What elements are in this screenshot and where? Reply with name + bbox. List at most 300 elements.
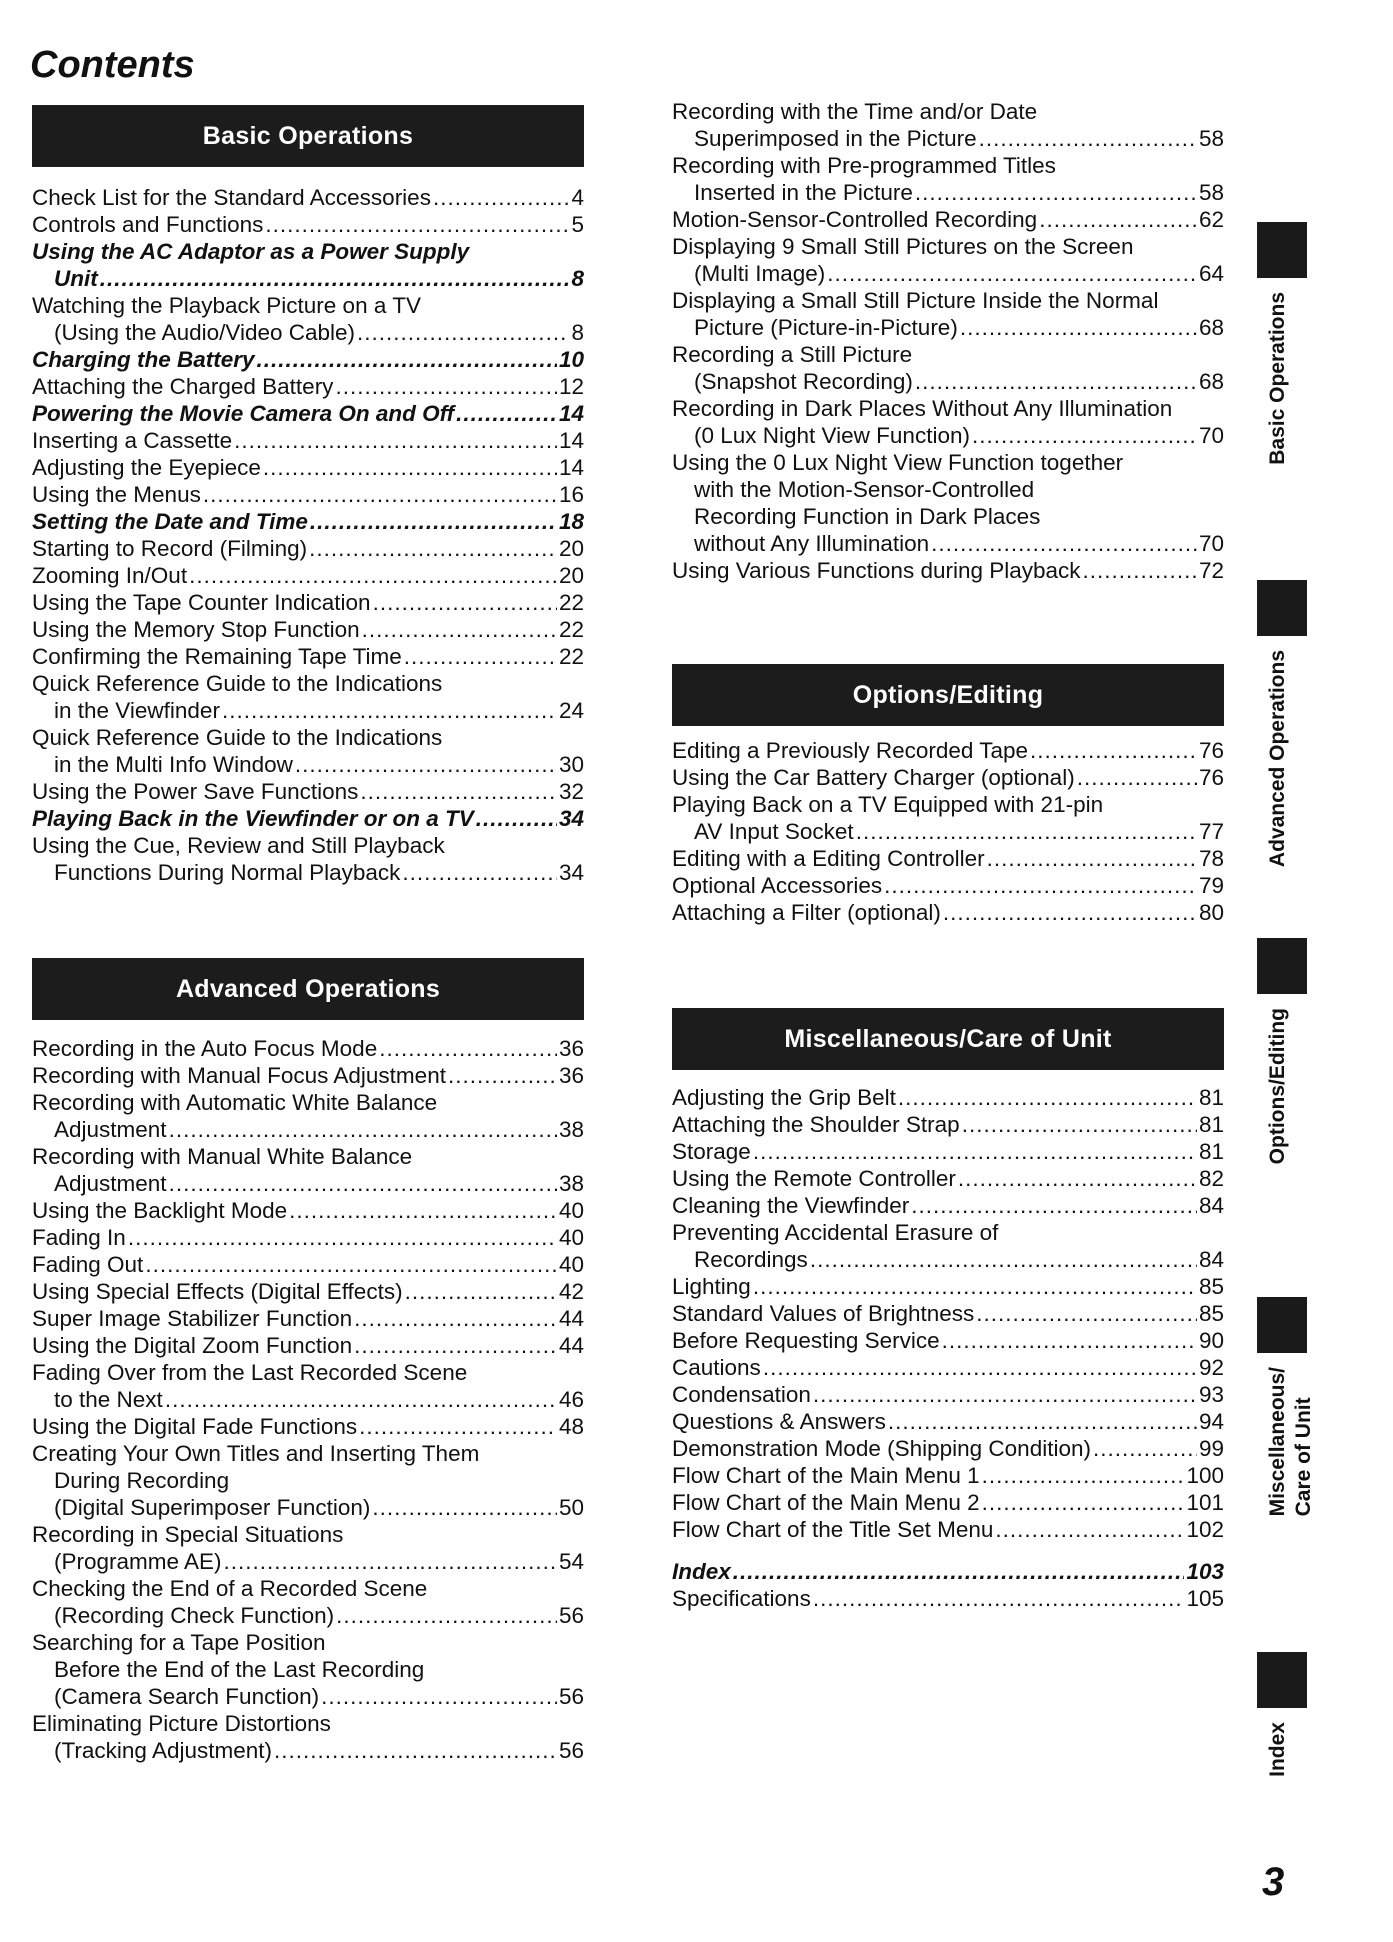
dot-leader bbox=[995, 1516, 1184, 1543]
side-tab-label: Index bbox=[1266, 1722, 1289, 1777]
toc-entry-row bbox=[32, 1197, 584, 1224]
dot-leader bbox=[234, 427, 557, 454]
toc-entry-row bbox=[32, 1224, 584, 1251]
toc-entry[interactable] bbox=[672, 1408, 1224, 1435]
dot-leader bbox=[827, 260, 1197, 287]
toc-entry-row bbox=[672, 1354, 1224, 1381]
toc-entry-title: Attaching a Filter (optional) bbox=[672, 900, 941, 925]
toc-entry-title: Adjustment bbox=[54, 1171, 167, 1196]
tab-marker bbox=[1257, 1652, 1307, 1708]
tab-marker bbox=[1257, 1297, 1307, 1353]
toc-entry[interactable] bbox=[32, 211, 584, 238]
toc-entry-title: Fading Over from the Last Recorded Scene bbox=[32, 1360, 468, 1385]
toc-entry[interactable] bbox=[672, 1558, 1224, 1585]
toc-entry-row bbox=[32, 1683, 584, 1710]
toc-entry-row bbox=[32, 373, 584, 400]
toc-entry[interactable] bbox=[672, 449, 1224, 557]
toc-entry[interactable] bbox=[672, 1381, 1224, 1408]
toc-entry[interactable] bbox=[32, 643, 584, 670]
dot-leader bbox=[1030, 737, 1197, 764]
toc-entry-page: 5 bbox=[571, 212, 584, 237]
options-editing-heading: Options/Editing bbox=[672, 664, 1224, 726]
toc-entry-title: AV Input Socket bbox=[694, 819, 854, 844]
side-tab-misc[interactable] bbox=[1255, 1297, 1341, 1516]
toc-entry-page: 92 bbox=[1198, 1355, 1224, 1380]
toc-entry-row bbox=[672, 1300, 1224, 1327]
toc-entry-title: Using the Car Battery Charger (optional) bbox=[672, 765, 1075, 790]
toc-entry-row bbox=[672, 1273, 1224, 1300]
toc-entry-title: Using the Digital Zoom Function bbox=[32, 1333, 353, 1358]
side-tab-label: Advanced Operations bbox=[1266, 650, 1289, 868]
toc-entry-continuation: Recording Function in Dark Places bbox=[694, 504, 1041, 529]
advanced-operations-heading: Advanced Operations bbox=[32, 958, 584, 1020]
toc-entry-title: Checking the End of a Recorded Scene bbox=[32, 1576, 428, 1601]
dot-leader bbox=[942, 1327, 1197, 1354]
toc-entry[interactable] bbox=[672, 206, 1224, 233]
toc-entry-title: Eliminating Picture Distortions bbox=[32, 1711, 331, 1736]
toc-entry[interactable] bbox=[32, 805, 584, 832]
toc-entry-title: Superimposed in the Picture bbox=[694, 126, 977, 151]
dot-leader bbox=[915, 179, 1197, 206]
toc-entry-title: (Multi Image) bbox=[694, 261, 826, 286]
toc-list bbox=[672, 737, 1224, 926]
toc-entry-page: 84 bbox=[1198, 1247, 1224, 1272]
toc-entry[interactable] bbox=[672, 872, 1224, 899]
toc-entry-page: 85 bbox=[1198, 1274, 1224, 1299]
toc-entry-title: Flow Chart of the Title Set Menu bbox=[672, 1517, 994, 1542]
toc-entry[interactable] bbox=[672, 1165, 1224, 1192]
toc-entry-continuation: During Recording bbox=[54, 1468, 230, 1493]
toc-entry-page: 58 bbox=[1198, 180, 1224, 205]
toc-entry-title: Condensation bbox=[672, 1382, 811, 1407]
toc-entry[interactable] bbox=[32, 1035, 584, 1062]
toc-entry-row bbox=[672, 872, 1224, 899]
dot-leader bbox=[448, 1062, 557, 1089]
toc-entry-title: Recording with Manual Focus Adjustment bbox=[32, 1063, 446, 1088]
toc-entry-page: 20 bbox=[558, 563, 584, 588]
toc-entry[interactable] bbox=[32, 589, 584, 616]
toc-entry-page: 14 bbox=[558, 401, 584, 426]
toc-entry-row bbox=[672, 737, 1224, 764]
tab-marker bbox=[1257, 938, 1307, 994]
toc-entry[interactable] bbox=[672, 395, 1224, 449]
dot-leader bbox=[145, 1251, 557, 1278]
toc-entry-page: 40 bbox=[558, 1252, 584, 1277]
toc-entry[interactable] bbox=[32, 616, 584, 643]
dot-leader bbox=[265, 211, 569, 238]
dot-leader bbox=[1093, 1435, 1197, 1462]
dot-leader bbox=[456, 400, 557, 427]
toc-entry-title: Using the Menus bbox=[32, 482, 201, 507]
toc-entry-row bbox=[32, 1386, 584, 1413]
toc-entry[interactable] bbox=[672, 1435, 1224, 1462]
toc-entry-page: 38 bbox=[558, 1117, 584, 1142]
toc-entry-page: 56 bbox=[558, 1603, 584, 1628]
dot-leader bbox=[274, 1737, 557, 1764]
toc-entry-page: 101 bbox=[1186, 1490, 1224, 1515]
dot-leader bbox=[982, 1462, 1185, 1489]
toc-entry[interactable] bbox=[672, 764, 1224, 791]
toc-entry-page: 16 bbox=[558, 482, 584, 507]
toc-entry-row bbox=[672, 1408, 1224, 1435]
toc-entry-row bbox=[32, 1035, 584, 1062]
dot-leader bbox=[128, 1224, 557, 1251]
toc-entry-page: 70 bbox=[1198, 423, 1224, 448]
dot-leader bbox=[911, 1192, 1197, 1219]
basic-operations-continued bbox=[672, 98, 1224, 584]
toc-entry[interactable] bbox=[32, 1062, 584, 1089]
toc-entry[interactable] bbox=[672, 152, 1224, 206]
toc-entry-row bbox=[672, 314, 1224, 341]
toc-entry[interactable] bbox=[32, 724, 584, 778]
toc-entry-page: 42 bbox=[558, 1279, 584, 1304]
dot-leader bbox=[972, 422, 1197, 449]
toc-entry-page: 68 bbox=[1198, 315, 1224, 340]
toc-entry[interactable] bbox=[672, 1219, 1224, 1273]
toc-entry[interactable] bbox=[672, 233, 1224, 287]
toc-entry[interactable] bbox=[32, 427, 584, 454]
toc-entry[interactable] bbox=[32, 1251, 584, 1278]
dot-leader bbox=[335, 373, 557, 400]
toc-entry[interactable] bbox=[672, 1084, 1224, 1111]
toc-entry-row bbox=[672, 422, 1224, 449]
dot-leader bbox=[169, 1116, 557, 1143]
toc-entry-row bbox=[32, 616, 584, 643]
dot-leader bbox=[310, 508, 557, 535]
index-section bbox=[672, 1558, 1224, 1612]
toc-entry-row bbox=[32, 1170, 584, 1197]
toc-entry[interactable] bbox=[32, 1143, 584, 1197]
toc-entry-page: 8 bbox=[571, 320, 584, 345]
toc-entry-title: Playing Back on a TV Equipped with 21-pin bbox=[672, 792, 1104, 817]
toc-entry-page: 54 bbox=[558, 1549, 584, 1574]
toc-entry[interactable] bbox=[672, 98, 1224, 152]
toc-list bbox=[32, 184, 584, 886]
toc-entry-row bbox=[32, 1332, 584, 1359]
toc-entry-page: 40 bbox=[558, 1225, 584, 1250]
toc-entry[interactable] bbox=[32, 1575, 584, 1629]
dot-leader bbox=[856, 818, 1197, 845]
toc-entry-title: (Camera Search Function) bbox=[54, 1684, 320, 1709]
dot-leader bbox=[321, 1683, 557, 1710]
toc-entry-row bbox=[32, 427, 584, 454]
toc-entry-row bbox=[32, 778, 584, 805]
dot-leader bbox=[733, 1558, 1185, 1585]
toc-entry-row bbox=[32, 751, 584, 778]
toc-entry-title: (0 Lux Night View Function) bbox=[694, 423, 970, 448]
toc-entry[interactable] bbox=[32, 670, 584, 724]
toc-entry-title: Using the 0 Lux Night View Function together bbox=[672, 450, 1124, 475]
toc-entry-page: 76 bbox=[1198, 738, 1224, 763]
dot-leader bbox=[763, 1354, 1197, 1381]
toc-entry-title: (Tracking Adjustment) bbox=[54, 1738, 272, 1763]
misc-care-heading: Miscellaneous/Care of Unit bbox=[672, 1008, 1224, 1070]
toc-entry-row bbox=[672, 1111, 1224, 1138]
dot-leader bbox=[165, 1386, 557, 1413]
toc-entry[interactable] bbox=[32, 292, 584, 346]
dot-leader bbox=[404, 643, 557, 670]
toc-entry-title: Functions During Normal Playback bbox=[54, 860, 401, 885]
toc-entry-title: Adjusting the Eyepiece bbox=[32, 455, 261, 480]
dot-leader bbox=[476, 805, 557, 832]
toc-entry-page: 20 bbox=[558, 536, 584, 561]
toc-entry-title: Recording in Special Situations bbox=[32, 1522, 344, 1547]
basic-operations-section bbox=[32, 105, 584, 886]
toc-entry-page: 14 bbox=[558, 428, 584, 453]
toc-entry-page: 82 bbox=[1198, 1166, 1224, 1191]
toc-entry[interactable] bbox=[32, 778, 584, 805]
toc-entry-title: Quick Reference Guide to the Indications bbox=[32, 671, 443, 696]
toc-entry[interactable] bbox=[32, 1710, 584, 1764]
toc-entry[interactable] bbox=[32, 1089, 584, 1143]
toc-entry-page: 22 bbox=[558, 644, 584, 669]
toc-entry-page: 4 bbox=[571, 185, 584, 210]
toc-entry-title: Check List for the Standard Accessories bbox=[32, 185, 431, 210]
toc-entry-row bbox=[32, 1062, 584, 1089]
toc-entry-page: 84 bbox=[1198, 1193, 1224, 1218]
toc-entry-page: 64 bbox=[1198, 261, 1224, 286]
dot-leader bbox=[224, 1548, 557, 1575]
toc-entry-page: 70 bbox=[1198, 531, 1224, 556]
toc-entry-row bbox=[672, 530, 1224, 557]
toc-entry-page: 81 bbox=[1198, 1085, 1224, 1110]
dot-leader bbox=[813, 1585, 1185, 1612]
toc-entry-page: 36 bbox=[558, 1063, 584, 1088]
toc-entry-title: Preventing Accidental Erasure of bbox=[672, 1220, 999, 1245]
toc-entry-page: 79 bbox=[1198, 873, 1224, 898]
toc-entry-title: to the Next bbox=[54, 1387, 163, 1412]
toc-entry-row bbox=[672, 1558, 1224, 1585]
toc-entry-row bbox=[32, 1548, 584, 1575]
toc-entry-title: (Digital Superimposer Function) bbox=[54, 1495, 371, 1520]
dot-leader bbox=[357, 319, 569, 346]
toc-entry[interactable] bbox=[672, 287, 1224, 341]
toc-entry[interactable] bbox=[672, 1585, 1224, 1612]
toc-entry[interactable] bbox=[32, 1629, 584, 1710]
toc-entry-title: Using the Tape Counter Indication bbox=[32, 590, 371, 615]
dot-leader bbox=[960, 314, 1197, 341]
toc-list bbox=[32, 1035, 584, 1764]
toc-entry-title: Using the Power Save Functions bbox=[32, 779, 359, 804]
toc-entry[interactable] bbox=[32, 373, 584, 400]
side-tab-options[interactable] bbox=[1255, 938, 1341, 1164]
toc-entry-row bbox=[32, 481, 584, 508]
toc-entry-title: Demonstration Mode (Shipping Condition) bbox=[672, 1436, 1091, 1461]
toc-entry[interactable] bbox=[672, 1273, 1224, 1300]
toc-entry-page: 99 bbox=[1198, 1436, 1224, 1461]
toc-entry[interactable] bbox=[32, 535, 584, 562]
side-tab-index[interactable] bbox=[1255, 1652, 1341, 1777]
toc-entry-page: 38 bbox=[558, 1171, 584, 1196]
toc-entry[interactable] bbox=[32, 184, 584, 211]
toc-entry-row bbox=[672, 1462, 1224, 1489]
toc-entry[interactable] bbox=[32, 454, 584, 481]
toc-entry[interactable] bbox=[32, 1224, 584, 1251]
dot-leader bbox=[336, 1602, 557, 1629]
toc-entry-row bbox=[32, 346, 584, 373]
toc-entry-title: Confirming the Remaining Tape Time bbox=[32, 644, 402, 669]
toc-entry-row bbox=[32, 508, 584, 535]
toc-entry-page: 81 bbox=[1198, 1139, 1224, 1164]
toc-entry-title: Displaying a Small Still Picture Inside the Normal bbox=[672, 288, 1159, 313]
dot-leader bbox=[222, 697, 557, 724]
toc-entry[interactable] bbox=[32, 832, 584, 886]
dot-leader bbox=[405, 1278, 557, 1305]
toc-entry-row bbox=[32, 400, 584, 427]
toc-entry-title: Using Special Effects (Digital Effects) bbox=[32, 1279, 403, 1304]
toc-entry-page: 90 bbox=[1198, 1328, 1224, 1353]
toc-entry-page: 22 bbox=[558, 617, 584, 642]
toc-entry[interactable] bbox=[32, 1305, 584, 1332]
toc-entry[interactable] bbox=[672, 1111, 1224, 1138]
toc-entry-page: 103 bbox=[1186, 1559, 1224, 1584]
toc-entry-title: Flow Chart of the Main Menu 1 bbox=[672, 1463, 980, 1488]
toc-entry[interactable] bbox=[672, 1516, 1224, 1543]
toc-entry[interactable] bbox=[672, 1138, 1224, 1165]
toc-entry-title: Standard Values of Brightness bbox=[672, 1301, 975, 1326]
toc-entry-row bbox=[672, 764, 1224, 791]
toc-entry-title: Adjustment bbox=[54, 1117, 167, 1142]
toc-entry-page: 85 bbox=[1198, 1301, 1224, 1326]
dot-leader bbox=[379, 1035, 557, 1062]
toc-entry[interactable] bbox=[32, 1197, 584, 1224]
toc-entry[interactable] bbox=[32, 481, 584, 508]
toc-entry[interactable] bbox=[672, 341, 1224, 395]
toc-entry-title: Fading Out bbox=[32, 1252, 144, 1277]
toc-entry-title: Specifications bbox=[672, 1586, 811, 1611]
toc-entry-title: Inserting a Cassette bbox=[32, 428, 233, 453]
toc-entry-title: Flow Chart of the Main Menu 2 bbox=[672, 1490, 980, 1515]
toc-entry-title: Controls and Functions bbox=[32, 212, 264, 237]
dot-leader bbox=[898, 1084, 1197, 1111]
toc-entry-continuation: with the Motion-Sensor-Controlled bbox=[694, 477, 1035, 502]
page-title: Contents bbox=[30, 44, 195, 86]
toc-entry-title: Editing a Previously Recorded Tape bbox=[672, 738, 1029, 763]
dot-leader bbox=[979, 125, 1197, 152]
toc-entry-title: Zooming In/Out bbox=[32, 563, 188, 588]
toc-entry[interactable] bbox=[672, 1327, 1224, 1354]
toc-entry-page: 12 bbox=[558, 374, 584, 399]
toc-entry[interactable] bbox=[672, 1300, 1224, 1327]
dot-leader bbox=[943, 899, 1197, 926]
toc-entry-page: 22 bbox=[558, 590, 584, 615]
toc-entry-row bbox=[32, 1251, 584, 1278]
toc-entry-title: Setting the Date and Time bbox=[32, 509, 308, 534]
toc-entry-title: (Using the Audio/Video Cable) bbox=[54, 320, 356, 345]
basic-operations-heading: Basic Operations bbox=[32, 105, 584, 167]
toc-entry-page: 10 bbox=[558, 347, 584, 372]
toc-entry[interactable] bbox=[672, 1462, 1224, 1489]
toc-entry[interactable] bbox=[32, 1440, 584, 1521]
side-tab-advanced[interactable] bbox=[1255, 580, 1341, 867]
side-tab-label: Miscellaneous/ Care of Unit bbox=[1266, 1367, 1315, 1517]
toc-entry[interactable] bbox=[672, 1489, 1224, 1516]
toc-entry[interactable] bbox=[672, 791, 1224, 845]
toc-entry[interactable] bbox=[672, 1192, 1224, 1219]
toc-entry-title: Using Various Functions during Playback bbox=[672, 558, 1081, 583]
toc-entry-title: Storage bbox=[672, 1139, 751, 1164]
dot-leader bbox=[1077, 764, 1197, 791]
toc-entry-title: Optional Accessories bbox=[672, 873, 883, 898]
toc-entry-title: Index bbox=[672, 1559, 731, 1584]
dot-leader bbox=[309, 535, 557, 562]
toc-entry-page: 56 bbox=[558, 1684, 584, 1709]
side-tab-basic[interactable] bbox=[1255, 222, 1341, 465]
toc-entry-row bbox=[32, 1413, 584, 1440]
toc-entry[interactable] bbox=[32, 1521, 584, 1575]
toc-entry-page: 68 bbox=[1198, 369, 1224, 394]
toc-entry-title: Recording in Dark Places Without Any Illumination bbox=[672, 396, 1173, 421]
toc-entry[interactable] bbox=[32, 1359, 584, 1413]
toc-entry-row bbox=[672, 1489, 1224, 1516]
toc-entry-row bbox=[32, 1737, 584, 1764]
toc-entry-row bbox=[32, 211, 584, 238]
toc-entry[interactable] bbox=[32, 562, 584, 589]
toc-entry[interactable] bbox=[32, 508, 584, 535]
toc-entry-row bbox=[32, 1602, 584, 1629]
toc-entry-page: 14 bbox=[558, 455, 584, 480]
toc-entry-row bbox=[672, 206, 1224, 233]
toc-entry-page: 34 bbox=[558, 860, 584, 885]
toc-entry[interactable] bbox=[32, 1332, 584, 1359]
toc-entry[interactable] bbox=[672, 845, 1224, 872]
tab-marker bbox=[1257, 222, 1307, 278]
toc-entry-row bbox=[32, 643, 584, 670]
toc-entry[interactable] bbox=[672, 899, 1224, 926]
toc-entry-row bbox=[672, 1192, 1224, 1219]
toc-entry[interactable] bbox=[32, 1278, 584, 1305]
toc-entry[interactable] bbox=[32, 1413, 584, 1440]
toc-entry-page: 76 bbox=[1198, 765, 1224, 790]
toc-entry[interactable] bbox=[32, 346, 584, 373]
toc-entry-title: Using the AC Adaptor as a Power Supply bbox=[32, 239, 470, 264]
dot-leader bbox=[1039, 206, 1197, 233]
toc-entry-page: 62 bbox=[1198, 207, 1224, 232]
toc-entry-title: Before Requesting Service bbox=[672, 1328, 940, 1353]
toc-entry[interactable] bbox=[672, 557, 1224, 584]
toc-entry-row bbox=[672, 1435, 1224, 1462]
toc-entry-title: in the Multi Info Window bbox=[54, 752, 293, 777]
toc-entry[interactable] bbox=[672, 737, 1224, 764]
toc-entry-row bbox=[672, 1381, 1224, 1408]
toc-entry[interactable] bbox=[32, 400, 584, 427]
toc-entry-title: Recording with the Time and/or Date bbox=[672, 99, 1038, 124]
toc-entry-row bbox=[32, 1278, 584, 1305]
side-tab-label: Options/Editing bbox=[1266, 1008, 1289, 1165]
toc-entry-title: Using the Memory Stop Function bbox=[32, 617, 360, 642]
toc-entry-title: Using the Cue, Review and Still Playback bbox=[32, 833, 445, 858]
toc-entry-title: Picture (Picture-in-Picture) bbox=[694, 315, 958, 340]
toc-entry[interactable] bbox=[32, 238, 584, 292]
toc-entry-title: Starting to Record (Filming) bbox=[32, 536, 308, 561]
toc-entry-row bbox=[672, 368, 1224, 395]
dot-leader bbox=[915, 368, 1197, 395]
toc-entry-title: Using the Remote Controller bbox=[672, 1166, 956, 1191]
toc-entry-title: Inserted in the Picture bbox=[694, 180, 913, 205]
toc-entry-title: without Any Illumination bbox=[694, 531, 930, 556]
toc-entry-row bbox=[672, 845, 1224, 872]
toc-entry[interactable] bbox=[672, 1354, 1224, 1381]
dot-leader bbox=[263, 454, 557, 481]
toc-entry-page: 102 bbox=[1186, 1517, 1224, 1542]
toc-entry-page: 100 bbox=[1186, 1463, 1224, 1488]
toc-entry-page: 56 bbox=[558, 1738, 584, 1763]
toc-entry-row bbox=[32, 697, 584, 724]
toc-entry-page: 24 bbox=[558, 698, 584, 723]
dot-leader bbox=[373, 589, 557, 616]
toc-entry-title: Cautions bbox=[672, 1355, 761, 1380]
toc-entry-row bbox=[672, 557, 1224, 584]
